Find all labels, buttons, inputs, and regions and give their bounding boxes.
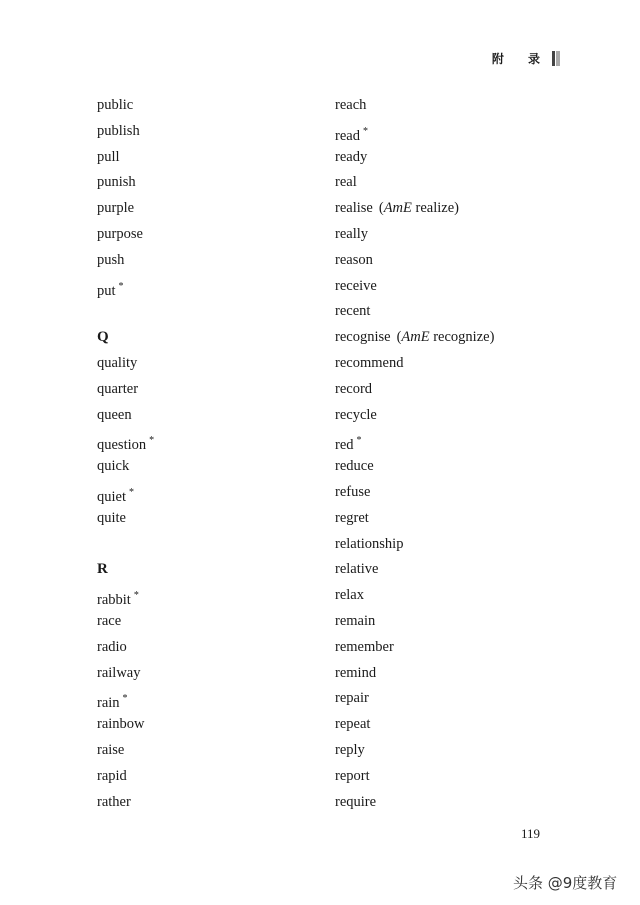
word-text: reach: [335, 97, 367, 113]
word-entry: [97, 403, 154, 429]
word-text: remain: [335, 612, 376, 629]
word-entry: [335, 428, 494, 454]
word-text: public: [97, 97, 134, 113]
asterisk-mark: *: [118, 280, 124, 292]
asterisk-mark: *: [129, 486, 134, 498]
word-text: recommend: [335, 354, 404, 371]
word-entry: [97, 119, 154, 145]
section-letter: [97, 557, 154, 583]
header-bar-light: [556, 51, 560, 66]
word-entry: [335, 454, 494, 480]
word-entry: [335, 480, 494, 506]
word-entry: [97, 248, 154, 274]
header-title: 附 录: [491, 52, 550, 66]
word-entry: [97, 790, 154, 816]
asterisk-mark: *: [356, 435, 362, 447]
word-entry: [335, 325, 494, 351]
blank-row: [97, 299, 154, 325]
word-entry: [97, 506, 154, 532]
word-entry: [97, 480, 154, 506]
word-text: rapid: [97, 767, 127, 784]
word-text: queen: [97, 406, 132, 423]
word-entry: [335, 248, 494, 274]
header-bar-dark: [552, 51, 555, 66]
word-text: raise: [97, 741, 125, 758]
word-entry: [335, 686, 494, 712]
variant-word: realize: [411, 200, 455, 217]
word-entry: [335, 712, 494, 738]
asterisk-mark: *: [362, 125, 368, 137]
word-text: real: [335, 174, 357, 191]
word-entry: [335, 532, 494, 558]
word-text: question: [97, 437, 147, 454]
word-text: publish: [97, 122, 140, 139]
word-entry: [335, 222, 494, 248]
word-entry: [335, 764, 494, 790]
word-text: pull: [97, 148, 120, 165]
note-close-paren: ): [454, 200, 459, 217]
note-open-paren: (: [378, 200, 384, 217]
word-text: punish: [97, 174, 136, 191]
word-entry: [335, 274, 494, 300]
word-text: radio: [97, 638, 127, 655]
section-letter: [97, 325, 154, 351]
word-entry: [335, 299, 494, 325]
note-close-paren: ): [489, 329, 495, 346]
word-entry: [335, 403, 494, 429]
word-entry: [335, 196, 494, 222]
word-entry: [97, 454, 154, 480]
asterisk-mark: *: [122, 693, 128, 705]
word-text: Q: [97, 329, 109, 346]
american-english-label: AmE: [401, 329, 430, 346]
word-text: quite: [97, 509, 126, 526]
word-entry: [335, 790, 494, 816]
word-text: reduce: [335, 458, 374, 475]
watermark: 头条 @9度教育: [513, 874, 618, 892]
word-text: recognise: [335, 329, 391, 346]
word-text: race: [97, 612, 122, 629]
word-text: quick: [97, 458, 130, 475]
asterisk-mark: *: [149, 435, 155, 447]
word-entry: [97, 661, 154, 687]
word-entry: [97, 222, 154, 248]
word-text: rabbit: [97, 592, 131, 609]
word-entry: [335, 557, 494, 583]
word-text: record: [335, 380, 373, 397]
word-text: relative: [335, 561, 379, 578]
word-entry: [335, 506, 494, 532]
right-word-column: [335, 93, 494, 815]
word-entry: [97, 609, 154, 635]
word-entry: [335, 351, 494, 377]
word-text: read: [335, 127, 360, 144]
word-text: R: [97, 561, 108, 578]
word-text: reason: [335, 251, 373, 268]
word-text: recycle: [335, 406, 377, 423]
word-entry: [97, 712, 154, 738]
word-entry: [97, 377, 154, 403]
word-text: ready: [335, 148, 368, 165]
word-text: put: [97, 282, 116, 299]
word-text: recent: [335, 303, 371, 320]
word-entry: [335, 609, 494, 635]
word-entry: [97, 196, 154, 222]
word-text: receive: [335, 277, 377, 294]
word-entry: [97, 583, 154, 609]
word-text: repair: [335, 690, 369, 707]
variant-note: [379, 200, 459, 216]
word-text: railway: [97, 664, 141, 681]
word-entry: [97, 428, 154, 454]
variant-word: recognize: [429, 329, 490, 346]
word-entry: [335, 661, 494, 687]
word-text: rainbow: [97, 716, 145, 733]
word-entry: [335, 738, 494, 764]
word-text: remind: [335, 664, 377, 681]
word-entry: [97, 145, 154, 171]
word-text: require: [335, 793, 377, 810]
word-entry: [97, 686, 154, 712]
left-word-column: [97, 93, 154, 815]
blank-row: [97, 532, 154, 558]
word-text: relationship: [335, 535, 404, 552]
word-text: rain: [97, 695, 120, 712]
variant-note: [397, 329, 495, 345]
word-entry: [335, 119, 494, 145]
asterisk-mark: *: [133, 590, 139, 602]
word-entry: [97, 93, 154, 119]
american-english-label: AmE: [383, 200, 412, 217]
word-entry: [97, 170, 154, 196]
word-text: quarter: [97, 380, 139, 397]
word-text: relax: [335, 587, 364, 604]
word-text: red: [335, 437, 354, 454]
word-entry: [97, 274, 154, 300]
word-text: remember: [335, 638, 394, 655]
word-entry: [97, 351, 154, 377]
word-text: push: [97, 251, 125, 268]
word-text: report: [335, 767, 370, 784]
word-text: purple: [97, 200, 135, 217]
word-entry: [335, 170, 494, 196]
word-entry: [335, 583, 494, 609]
word-text: quiet: [97, 488, 126, 505]
word-text: repeat: [335, 716, 371, 733]
word-text: quality: [97, 354, 138, 371]
word-entry: [335, 635, 494, 661]
word-text: realise: [335, 200, 373, 217]
note-open-paren: (: [396, 329, 402, 346]
word-text: refuse: [335, 483, 371, 500]
word-text: regret: [335, 509, 369, 526]
word-entry: [97, 635, 154, 661]
word-entry: [97, 764, 154, 790]
word-text: reply: [335, 741, 365, 758]
word-entry: [335, 93, 494, 119]
word-text: purpose: [97, 225, 143, 242]
word-text: really: [335, 225, 369, 242]
word-entry: [335, 145, 494, 171]
running-header: [492, 50, 560, 67]
page-number: 119: [521, 826, 541, 841]
word-text: rather: [97, 793, 131, 810]
word-entry: [97, 738, 154, 764]
word-entry: [335, 377, 494, 403]
